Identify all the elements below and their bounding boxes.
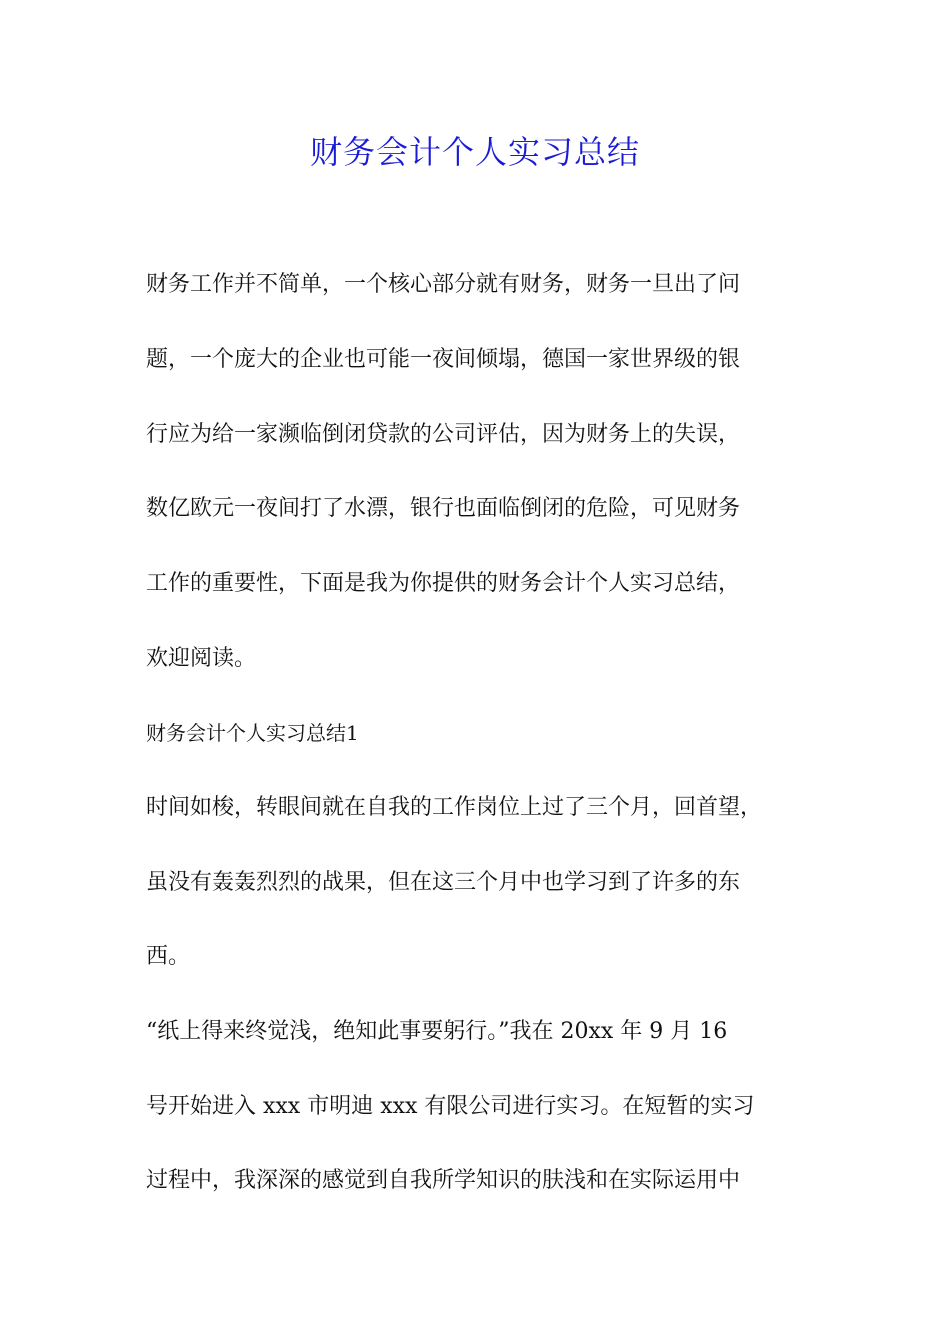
body-line-6: 欢迎阅读。: [146, 646, 257, 671]
body-line-9: 西。: [146, 944, 191, 969]
body-line-1: 财务工作并不简单，一个核心部分就有财务，财务一旦出了问: [146, 272, 741, 297]
body-line-11: 号开始进入 xxx 市明迪 xxx 有限公司进行实习。在短暂的实习: [146, 1094, 755, 1119]
document-title: 财务会计个人实习总结: [309, 133, 640, 171]
body-line-5: 工作的重要性，下面是我为你提供的财务会计个人实习总结，: [146, 571, 741, 596]
body-line-7: 时间如梭，转眼间就在自我的工作岗位上过了三个月，回首望，: [146, 795, 763, 820]
body-line-12: 过程中，我深深的感觉到自我所学知识的肤浅和在实际运用中: [146, 1168, 741, 1193]
body-line-8: 虽没有轰轰烈烈的战果，但在这三个月中也学习到了许多的东: [146, 870, 741, 895]
body-line-10: “纸上得来终觉浅，绝知此事要躬行。”我在 20xx 年 9 月 16: [146, 1019, 728, 1044]
section-heading-1: 财务会计个人实习总结1: [146, 721, 359, 745]
body-line-4: 数亿欧元一夜间打了水漂，银行也面临倒闭的危险，可见财务: [146, 496, 741, 521]
body-line-3: 行应为给一家濒临倒闭贷款的公司评估，因为财务上的失误，: [146, 422, 741, 447]
body-line-2: 题，一个庞大的企业也可能一夜间倾塌，德国一家世界级的银: [146, 347, 741, 372]
